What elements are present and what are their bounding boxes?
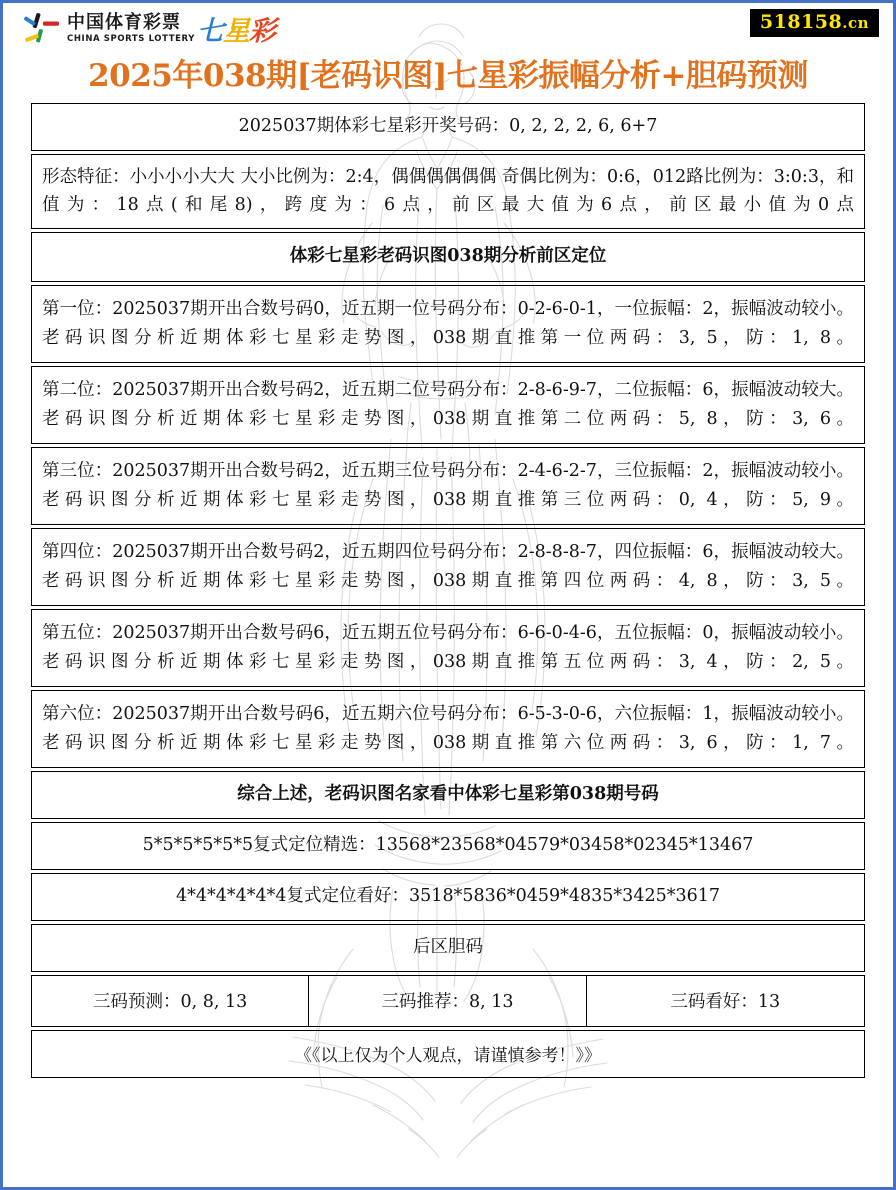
analysis-table [31, 103, 865, 1078]
disclaimer-text: 《《以上仅为个人观点，请谨慎参考！》》 [295, 1046, 601, 1067]
site-url-badge[interactable] [750, 9, 879, 37]
three-code-recommend: 三码推荐：8, 13 [309, 976, 586, 1026]
position-3-text: 第三位：2025037期开出合数号码2，近五期三位号码分布：2-4-6-2-7，三位振幅：2，振幅波动较小。老码识图分析近期体彩七星彩走势图，038期直推第三位两码：0, 4，防：5, 9。 [42, 461, 854, 510]
row-position-2 [31, 366, 865, 444]
row-position-4 [31, 528, 865, 606]
row-position-6 [31, 690, 865, 768]
row-draw-result [31, 103, 865, 151]
site-url-tld: .cn [842, 14, 869, 32]
row-section-header [31, 232, 865, 282]
row-position-3 [31, 447, 865, 525]
combo-4-text: 4*4*4*4*4*4复式定位看好：3518*5836*0459*4835*3425*3617 [175, 885, 721, 906]
row-combo-4 [31, 873, 865, 921]
brand-name-en: CHINA SPORTS LOTTERY [67, 33, 195, 44]
row-combo-5 [31, 822, 865, 870]
row-position-5 [31, 609, 865, 687]
brand-logo [23, 9, 275, 48]
row-summary-header [31, 771, 865, 819]
pattern-feature-text: 形态特征：小小小小大大 大小比例为：2:4，偶偶偶偶偶偶 奇偶比例为：0:6，012路比例为：3:0:3，和值为：18点(和尾8)，跨度为：6点，前区最大值为6点，前区最小值为0点 [42, 166, 855, 216]
page-title: 2025年038期[老码识图]七星彩振幅分析+胆码预测 [88, 58, 808, 94]
row-back-zone-header [31, 924, 865, 972]
site-url-name: 518158 [759, 11, 843, 33]
position-4-text: 第四位：2025037期开出合数号码2，近五期四位号码分布：2-8-8-8-7，四位振幅：6，振幅波动较大。老码识图分析近期体彩七星彩走势图，038期直推第四位两码：4, 8，防：3, 5。 [42, 542, 854, 591]
position-2-text: 第二位：2025037期开出合数号码2，近五期二位号码分布：2-8-6-9-7，二位振幅：6，振幅波动较大。老码识图分析近期体彩七星彩走势图，038期直推第二位两码：5, 8，防：3, 6。 [42, 380, 854, 429]
row-disclaimer [31, 1030, 865, 1078]
brand-wordmark [67, 11, 195, 44]
summary-header-text: 综合上述，老码识图名家看中体彩七星彩第038期号码 [237, 783, 659, 804]
row-three-code [31, 975, 865, 1027]
product-char-3: 彩 [248, 16, 275, 47]
row-position-1 [31, 285, 865, 363]
product-char-2: 星 [222, 16, 249, 47]
three-code-favor: 三码看好：13 [670, 992, 781, 1013]
three-code-predict: 三码预测：0, 8, 13 [32, 976, 309, 1026]
position-1-text: 第一位：2025037期开出合数号码0，近五期一位号码分布：0-2-6-0-1，一位振幅：2，振幅波动较小。老码识图分析近期体彩七星彩走势图，038期直推第一位两码：3, 5，防：1, 8。 [42, 299, 854, 348]
brand-name-cn: 中国体育彩票 [67, 11, 181, 33]
draw-result-text: 2025037期体彩七星彩开奖号码：0, 2, 2, 2, 6, 6+7 [238, 115, 658, 136]
position-5-text: 第五位：2025037期开出合数号码6，近五期五位号码分布：6-6-0-4-6，五位振幅：0，振幅波动较小。老码识图分析近期体彩七星彩走势图，038期直推第五位两码：3, 4，防：2, 5。 [42, 623, 854, 672]
back-zone-header-text: 后区胆码 [413, 936, 483, 957]
page-header [3, 3, 893, 57]
section-header-text: 体彩七星彩老码识图038期分析前区定位 [289, 245, 607, 266]
china-sports-lottery-mark-icon [23, 11, 63, 47]
row-pattern-feature [31, 154, 865, 229]
product-char-1: 七 [196, 16, 223, 47]
position-6-text: 第六位：2025037期开出合数号码6，近五期六位号码分布：6-5-3-0-6，六位振幅：1，振幅波动较小。老码识图分析近期体彩七星彩走势图，038期直推第六位两码：3, 6，防：1, 7。 [42, 704, 854, 753]
product-wordmark-qixingcai [197, 9, 275, 48]
combo-5-text: 5*5*5*5*5*5复式定位精选：13568*23568*04579*03458*02345*13467 [142, 834, 754, 855]
